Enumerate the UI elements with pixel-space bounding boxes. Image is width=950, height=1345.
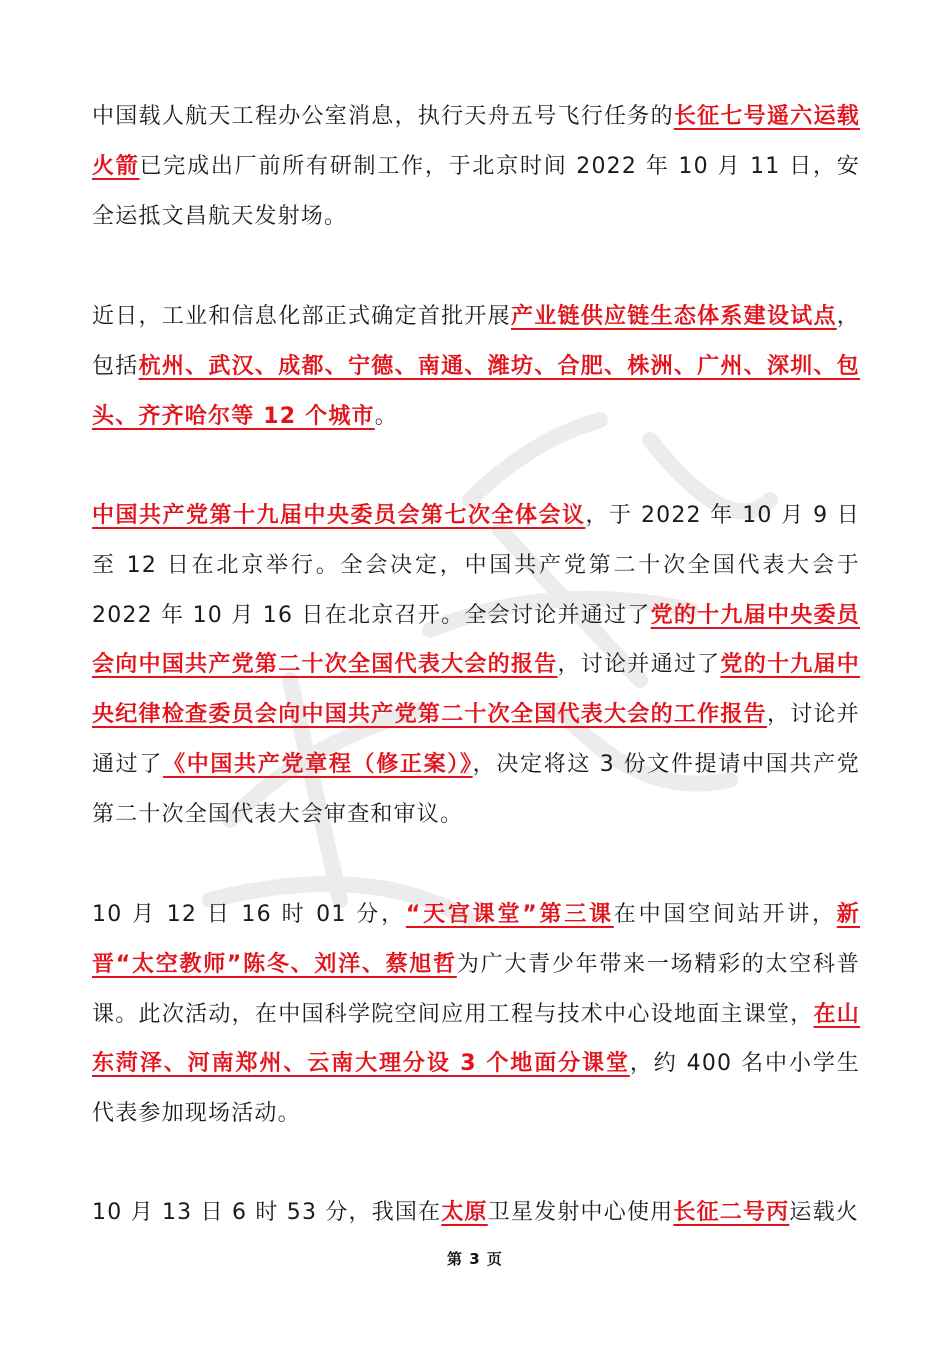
highlighted-keyword: 新晋“太空教师”陈冬、刘洋、蔡旭哲 (92, 902, 860, 977)
highlighted-keyword: 在山东菏泽、河南郑州、云南大理分设 3 个地面分课堂 (92, 1001, 861, 1077)
body-text: 10 月 12 日 16 时 01 分， (92, 902, 406, 927)
body-text: 近日，工业和信息化部正式确定首批开展 (92, 304, 511, 329)
body-text: 10 月 13 日 6 时 53 分，我国在 (92, 1200, 442, 1225)
body-text: ，包括 (92, 304, 860, 379)
highlighted-keyword: “天宫课堂”第三课 (405, 902, 614, 927)
body-text: 卫星发射中心使用 (487, 1200, 674, 1225)
page-number: 第 3 页 (447, 1250, 503, 1268)
body-text: 在中国空间站开讲， (613, 902, 837, 927)
body-text: 为广大青少年带来一场精彩的太空科普课。此次活动，在中国科学院空间应用工程与技术中心设地面主课堂， (92, 951, 860, 1027)
highlighted-keyword: 《中国共产党章程（修正案）》 (163, 751, 473, 777)
highlighted-keyword: 党的十九届中央委员会向中国共产党第二十次全国代表大会的报告 (92, 602, 860, 678)
paragraph-plenary-session (92, 491, 860, 840)
highlighted-keyword: 长征七号遥六运载火箭 (92, 104, 860, 179)
body-text: 运载火 (789, 1200, 859, 1225)
highlighted-keyword: 长征二号丙 (673, 1200, 790, 1225)
body-text: ，决定将这 3 份文件提请中国共产党第二十次全国代表大会审查和审议。 (92, 751, 860, 827)
paragraph-tianzhou (92, 92, 860, 241)
body-text: ，讨论并通过了 (92, 702, 860, 777)
highlighted-keyword: 党的十九届中央纪律检查委员会向中国共产党第二十次全国代表大会的工作报告 (92, 652, 860, 728)
highlighted-keyword: 产业链供应链生态体系建设试点 (510, 304, 837, 329)
highlighted-keyword: 太原 (441, 1200, 488, 1225)
body-text: ，于 2022 年 10 月 9 日至 12 日在北京举行。全会决定，中国共产党第二十次全国代表大会于 2022 年 10 月 16 日在北京召开。全会讨论并通过了 (92, 503, 860, 628)
body-text: 已完成出厂前所有研制工作，于北京时间 2022 年 10 月 11 日，安全运抵文昌航天发射场。 (92, 153, 860, 229)
highlighted-keyword: 杭州、武汉、成都、宁德、南通、潍坊、合肥、株洲、广州、深圳、包头、齐齐哈尔等 12 个城市 (92, 353, 861, 429)
paragraph-supply-chain-pilot (92, 292, 860, 441)
paragraph-tiangong-classroom (92, 890, 860, 1139)
body-text: 中国载人航天工程办公室消息，执行天舟五号飞行任务的 (92, 104, 674, 129)
paragraph-launch (92, 1188, 860, 1238)
highlighted-keyword: 中国共产党第十九届中央委员会第七次全体会议 (92, 503, 586, 528)
body-text: ，讨论并通过了 (557, 652, 721, 678)
body-text: ，约 400 名中小学生代表参加现场活动。 (92, 1051, 860, 1127)
body-text: 。 (374, 403, 398, 429)
